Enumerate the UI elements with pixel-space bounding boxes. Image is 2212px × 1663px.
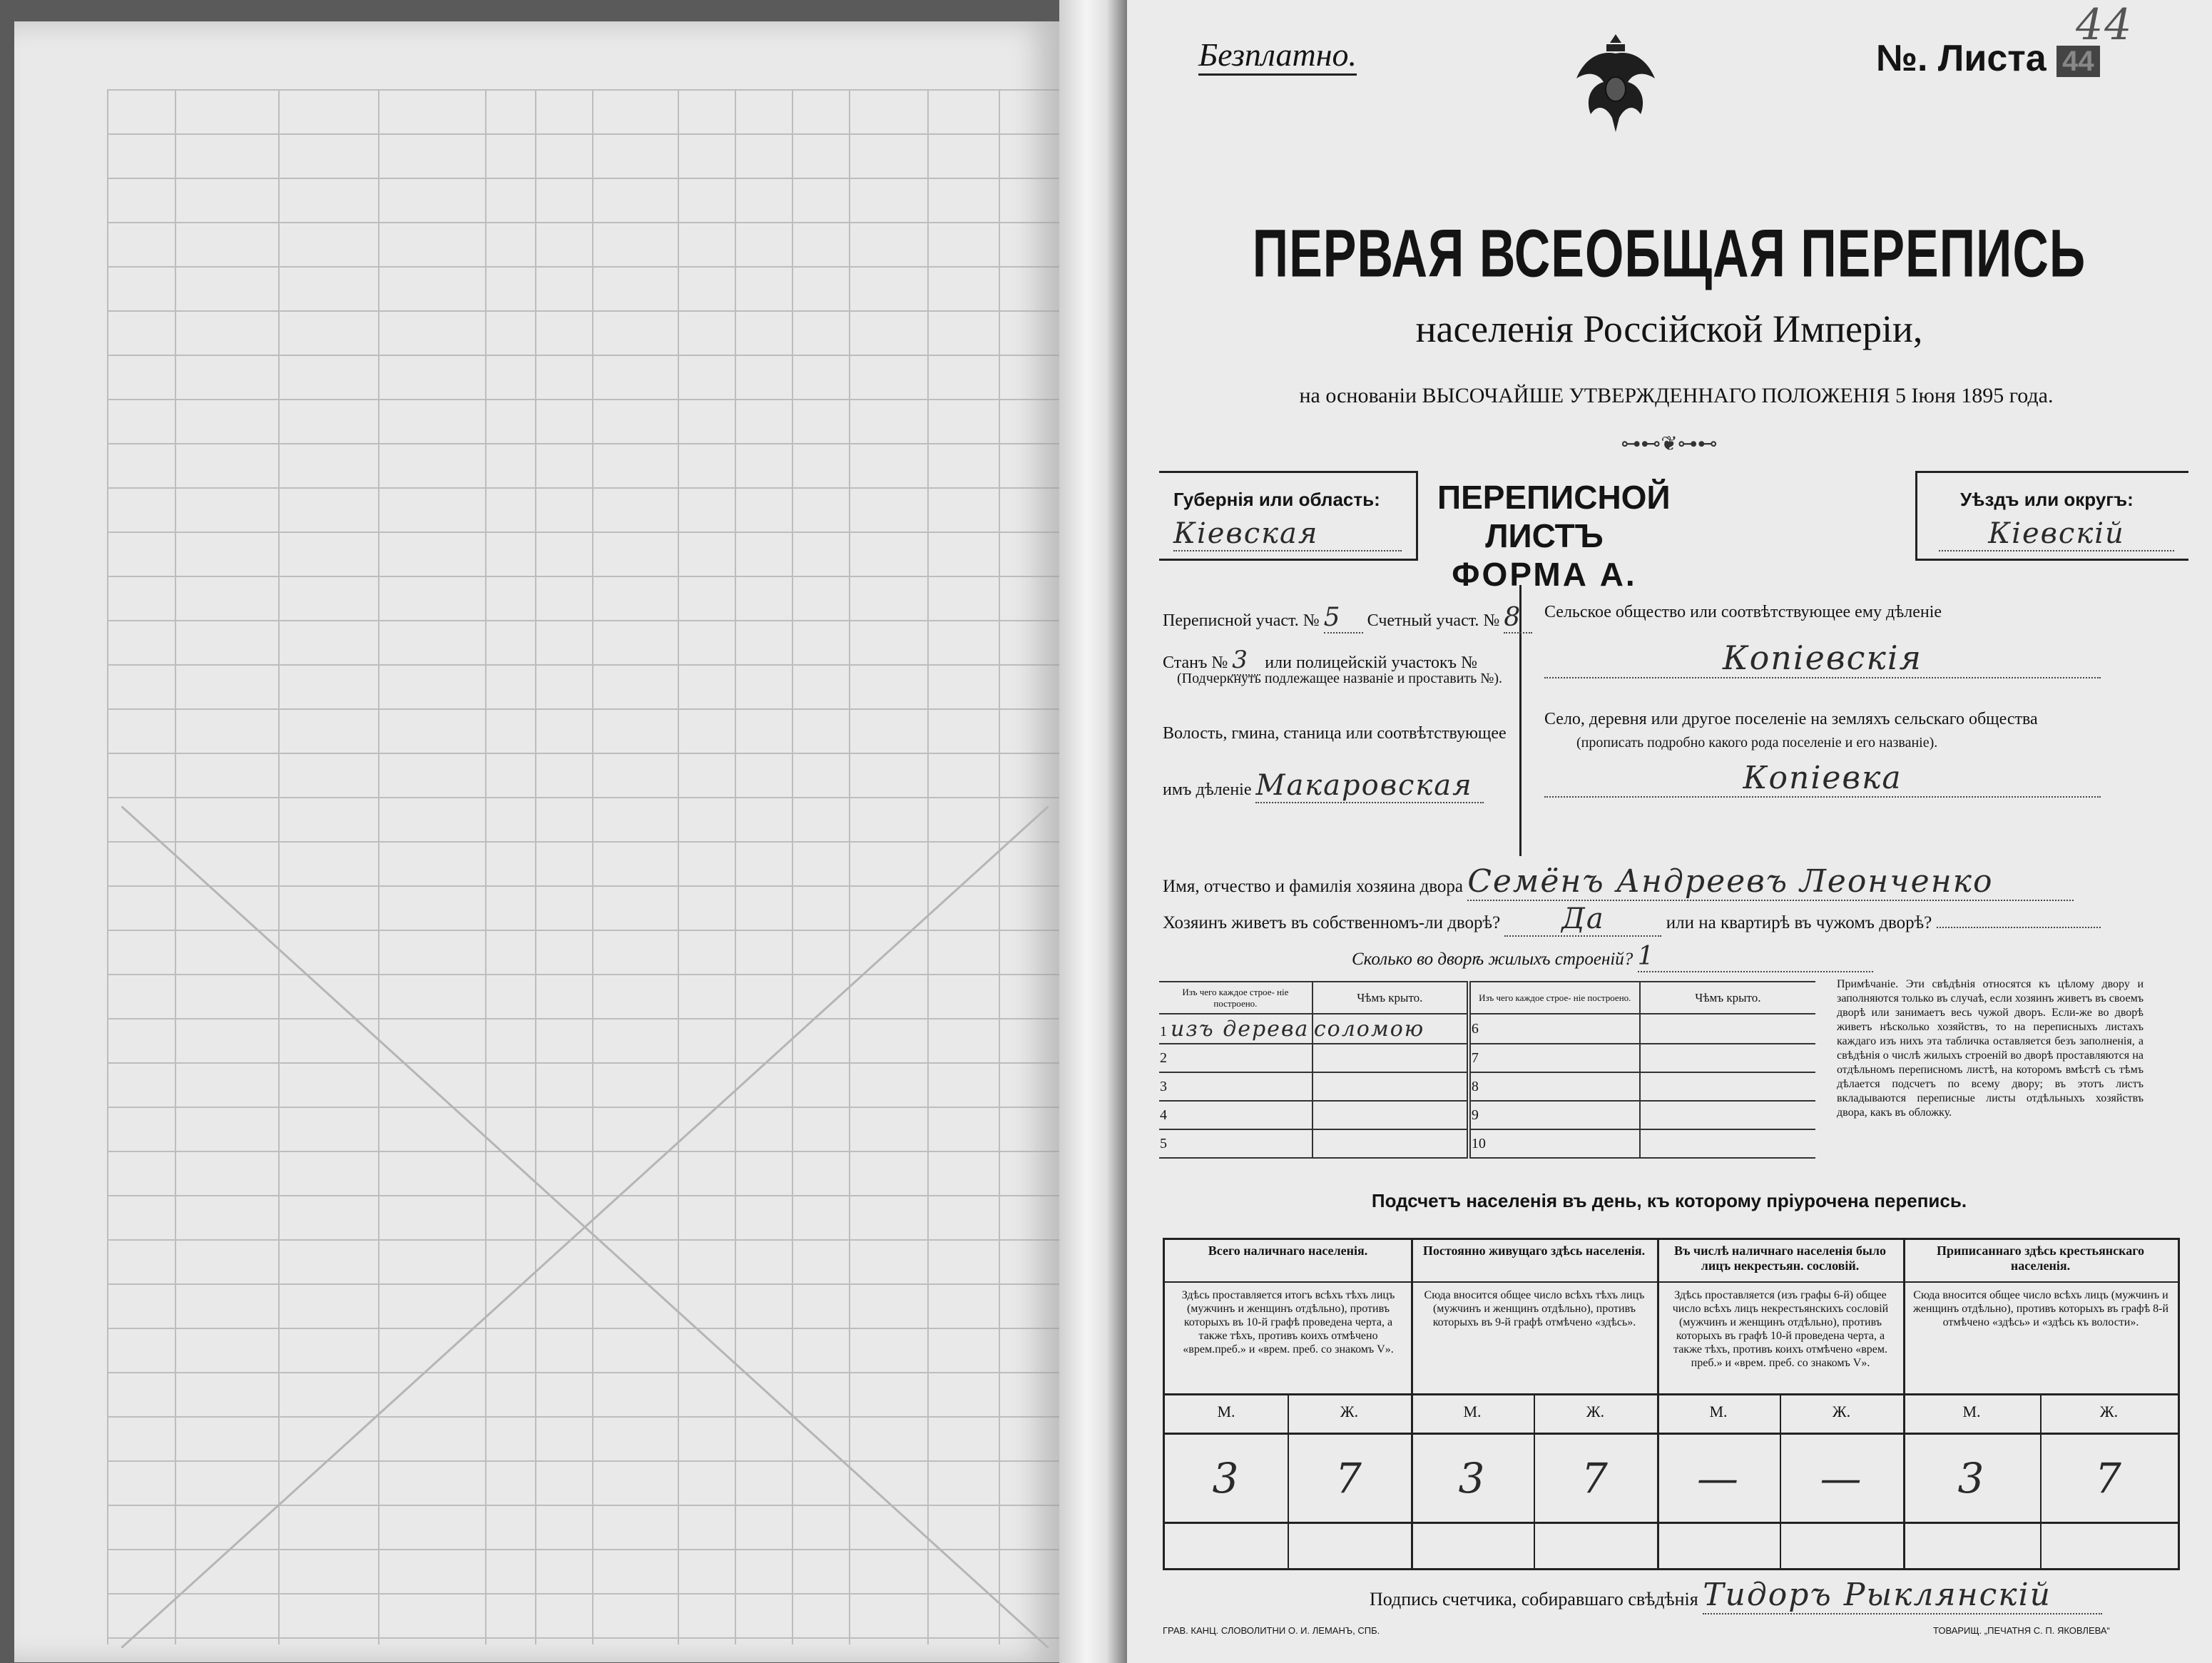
count-total-f-label: Ж. bbox=[1340, 1403, 1359, 1420]
buildings-table-grid: Изъ чего каждое строе- ніе построено. Чѣмъ крыто. Изъ чего каждое строе- ніе построено. Чѣмъ крыто. 1 изъ дерева соломою 6 2 7 3 8 4 9 5 10 bbox=[1159, 981, 1815, 1159]
col-material-left: Изъ чего каждое строе- ніе построено. bbox=[1159, 982, 1313, 1014]
police-district-label: или полицейскій участокъ № bbox=[1265, 653, 1477, 672]
own-yard-label: Хозяинъ живетъ въ собственномъ-ли дворѣ? bbox=[1163, 913, 1501, 932]
col-material-right: Изъ чего каждое строе- ніе построено. bbox=[1469, 982, 1640, 1014]
counting-district-value: 8 bbox=[1504, 603, 1532, 634]
free-label: Безплатно. bbox=[1198, 36, 1357, 76]
buildings-count-label: Сколько во дворѣ жилыхъ строеній? bbox=[1352, 950, 1633, 969]
form-title: ПЕРЕПИСНОЙ ЛИСТЪ bbox=[1437, 479, 1671, 554]
count-col-non-peasant-desc: Здѣсь проставляется (изъ графы 6-й) общее число всѣхъ лицъ некрестьянскихъ сословій (мужчинъ и женщинъ отдѣльно), противъ которыхъ въ графѣ 10-й проведена черта, а также тѣхъ, противъ коихъ отмѣчено «врем. преб.» и «врем. преб. со знакомъ V». bbox=[1672, 1289, 1889, 1369]
gubernia-label: Губернія или область: bbox=[1173, 489, 1380, 510]
volost-value: Макаровская bbox=[1255, 769, 1484, 803]
count-col-total-title: Всего наличнаго населенія. bbox=[1208, 1244, 1368, 1258]
count-col-registered-title: Приписаннаго здѣсь крестьянскаго населенія. bbox=[1937, 1244, 2144, 1273]
owner-name-label: Имя, отчество и фамилія хозяина двора bbox=[1163, 877, 1463, 896]
count-nonpeasant-m-label: М. bbox=[1709, 1403, 1728, 1420]
buildings-note: Примѣчаніе. Эти свѣдѣнія относятся къ цѣлому двору и заполняются только въ случаѣ, если хозяинъ живетъ въ своемъ дворѣ или занимаетъ весь чужой дворъ. Если-же во дворѣ живетъ нѣсколько хозяйствъ, то на переписныхъ листахъ каждаго изъ нихъ эта табличка оставляется безъ заполненія, а свѣдѣнія о числѣ жилыхъ строеній во дворѣ проставляются на отдѣльномъ переписномъ листѣ, на которомъ вмѣстѣ съ тѣмъ дѣлается подсчетъ по всему двору; въ этотъ листъ вкладываются переписные листы отдѣльныхъ хозяйствъ двора, какъ въ обложку. bbox=[1837, 978, 2144, 1119]
count-permanent-f-label: Ж. bbox=[1586, 1403, 1605, 1420]
count-nonpeasant-f-value: — bbox=[1820, 1454, 1863, 1502]
volost-row bbox=[1163, 769, 1484, 803]
signature-row bbox=[1370, 1577, 2102, 1614]
village-note: (прописать подробно какого рода поселеніе и его названіе). bbox=[1576, 735, 1938, 751]
volost-label-2: имъ дѣленіе bbox=[1163, 780, 1252, 799]
society-label: Сельское общество или соотвѣтствующее ему дѣленіе bbox=[1544, 603, 1942, 621]
count-permanent-m-label: М. bbox=[1463, 1403, 1482, 1420]
form-header-boxes bbox=[1159, 471, 2186, 593]
census-form-page bbox=[1127, 0, 2212, 1663]
ornament-divider: ⊶⊷❦⊶⊷ bbox=[1621, 433, 1718, 455]
book-gutter bbox=[1059, 0, 1127, 1663]
own-yard-row bbox=[1163, 902, 2101, 937]
double-headed-eagle-emblem bbox=[1569, 29, 1662, 136]
count-col-total-desc: Здѣсь проставляется итогъ всѣхъ тѣхъ лицъ (мужчинъ и женщинъ отдѣльно), противъ которыхъ въ 10-й графѣ проведена черта, а также тѣхъ, противъ коихъ отмѣчено «врем.преб.» и «врем. преб. со знакомъ V». bbox=[1181, 1289, 1395, 1356]
uezd-value: Кіевскій bbox=[1939, 517, 2174, 551]
census-district-value: 5 bbox=[1324, 603, 1363, 634]
count-nonpeasant-m-value: — bbox=[1697, 1454, 1740, 1502]
own-yard-value: Да bbox=[1504, 902, 1661, 937]
printer-left: ГРАВ. КАНЦ. СЛОВОЛИТНИ О. И. ЛЕМАНЪ, СПБ. bbox=[1163, 1625, 1380, 1636]
society-value: Копіевскія bbox=[1544, 639, 2101, 678]
left-page bbox=[14, 21, 1059, 1662]
census-district-label: Переписной участ. № bbox=[1163, 611, 1320, 630]
left-page-cross-marks bbox=[121, 806, 1049, 1648]
owner-name-value: Семёнъ Андреевъ Леонченко bbox=[1467, 863, 2074, 901]
building-row-1: 1 изъ дерева bbox=[1159, 1014, 1313, 1044]
population-count-heading: Подсчетъ населенія въ день, къ которому пріурочена перепись. bbox=[1371, 1190, 1967, 1211]
rent-value bbox=[1937, 927, 2101, 928]
gubernia-value: Кіевская bbox=[1173, 517, 1402, 551]
buildings-table bbox=[1159, 981, 1815, 1159]
count-permanent-m-value: 3 bbox=[1458, 1454, 1487, 1502]
stan-note: (Подчеркнуть подлежащее названіе и проставить №). bbox=[1177, 671, 1502, 686]
col-roof-left: Чѣмъ крыто. bbox=[1313, 982, 1469, 1014]
buildings-count-row bbox=[1352, 942, 1873, 972]
form-title-box bbox=[1437, 471, 1671, 593]
count-registered-f-value: 7 bbox=[2095, 1454, 2123, 1502]
population-count-table bbox=[1163, 1238, 2180, 1570]
census-title: ПЕРВАЯ ВСЕОБЩАЯ ПЕРЕПИСЬ bbox=[1252, 215, 2086, 291]
uezd-box bbox=[1915, 471, 2188, 561]
count-total-m-label: М. bbox=[1217, 1403, 1235, 1420]
buildings-count-value: 1 bbox=[1638, 942, 1873, 972]
sheet-number-stamp: 44 bbox=[2056, 46, 2100, 77]
sheet-number-label bbox=[1876, 37, 2100, 80]
census-district-row bbox=[1163, 603, 1532, 634]
census-subtitle: населенія Россійской Имперіи, bbox=[1415, 307, 1923, 350]
count-registered-m-label: М. bbox=[1962, 1403, 1981, 1420]
village-value: Копіевка bbox=[1544, 760, 2101, 798]
uezd-label: Уѣздъ или округъ: bbox=[1960, 489, 2134, 510]
count-col-permanent-title: Постоянно живущаго здѣсь населенія. bbox=[1422, 1244, 1646, 1258]
col-roof-right: Чѣмъ крыто. bbox=[1640, 982, 1815, 1014]
legal-basis-line: на основаніи ВЫСОЧАЙШЕ УТВЕРЖДЕННАГО ПОЛОЖЕНІЯ 5 Іюня 1895 года. bbox=[1299, 384, 2054, 407]
volost-label: Волость, гмина, станица или соотвѣтствующее bbox=[1163, 724, 1507, 743]
form-type: ФОРМА А. bbox=[1452, 556, 1637, 593]
gubernia-box bbox=[1159, 471, 1418, 561]
count-col-registered-desc: Сюда вносится общее число всѣхъ лицъ (мужчинъ и женщинъ отдѣльно), противъ которыхъ въ графѣ 8-й отмѣчено «здѣсь» и «здѣсь къ волости». bbox=[1912, 1289, 2169, 1328]
printer-right: ТОВАРИЩ. „ПЕЧАТНЯ С. П. ЯКОВЛЕВА“ bbox=[1933, 1625, 2110, 1636]
owner-name-row bbox=[1163, 863, 2074, 901]
stan-label: Станъ № bbox=[1163, 653, 1228, 672]
counting-district-label: Счетный участ. № bbox=[1367, 611, 1500, 630]
village-label: Село, деревня или другое поселеніе на земляхъ сельскаго общества bbox=[1544, 710, 2038, 728]
count-permanent-f-value: 7 bbox=[1581, 1454, 1609, 1502]
building-1-material: изъ дерева bbox=[1171, 1016, 1310, 1042]
building-1-roof: соломою bbox=[1313, 1016, 1425, 1042]
archival-page-number: 44 bbox=[2076, 0, 2134, 50]
count-col-permanent-desc: Сюда вносится общее число всѣхъ тѣхъ лицъ (мужчинъ и женщинъ отдѣльно), противъ которыхъ въ 9-й графѣ отмѣчено «здѣсь». bbox=[1424, 1289, 1645, 1328]
administrative-division-block bbox=[1163, 585, 2190, 856]
count-col-non-peasant-title: Въ числѣ наличнаго населенія было лицъ некрестьян. сословій. bbox=[1673, 1244, 1887, 1273]
count-registered-f-label: Ж. bbox=[2099, 1403, 2119, 1420]
sheet-label-text: №. Листа bbox=[1876, 38, 2047, 79]
rent-label: или на квартирѣ въ чужомъ дворѣ? bbox=[1666, 913, 1932, 932]
stan-value: 3 bbox=[1232, 646, 1260, 676]
count-total-f-value: 7 bbox=[1335, 1454, 1363, 1502]
count-nonpeasant-f-label: Ж. bbox=[1832, 1403, 1851, 1420]
count-total-m-value: 3 bbox=[1212, 1454, 1240, 1502]
signature-value: Тидоръ Рыклянскій bbox=[1703, 1577, 2102, 1614]
signature-label: Подпись счетчика, собиравшаго свѣдѣнія bbox=[1370, 1589, 1698, 1609]
count-registered-m-value: 3 bbox=[1957, 1454, 1986, 1502]
